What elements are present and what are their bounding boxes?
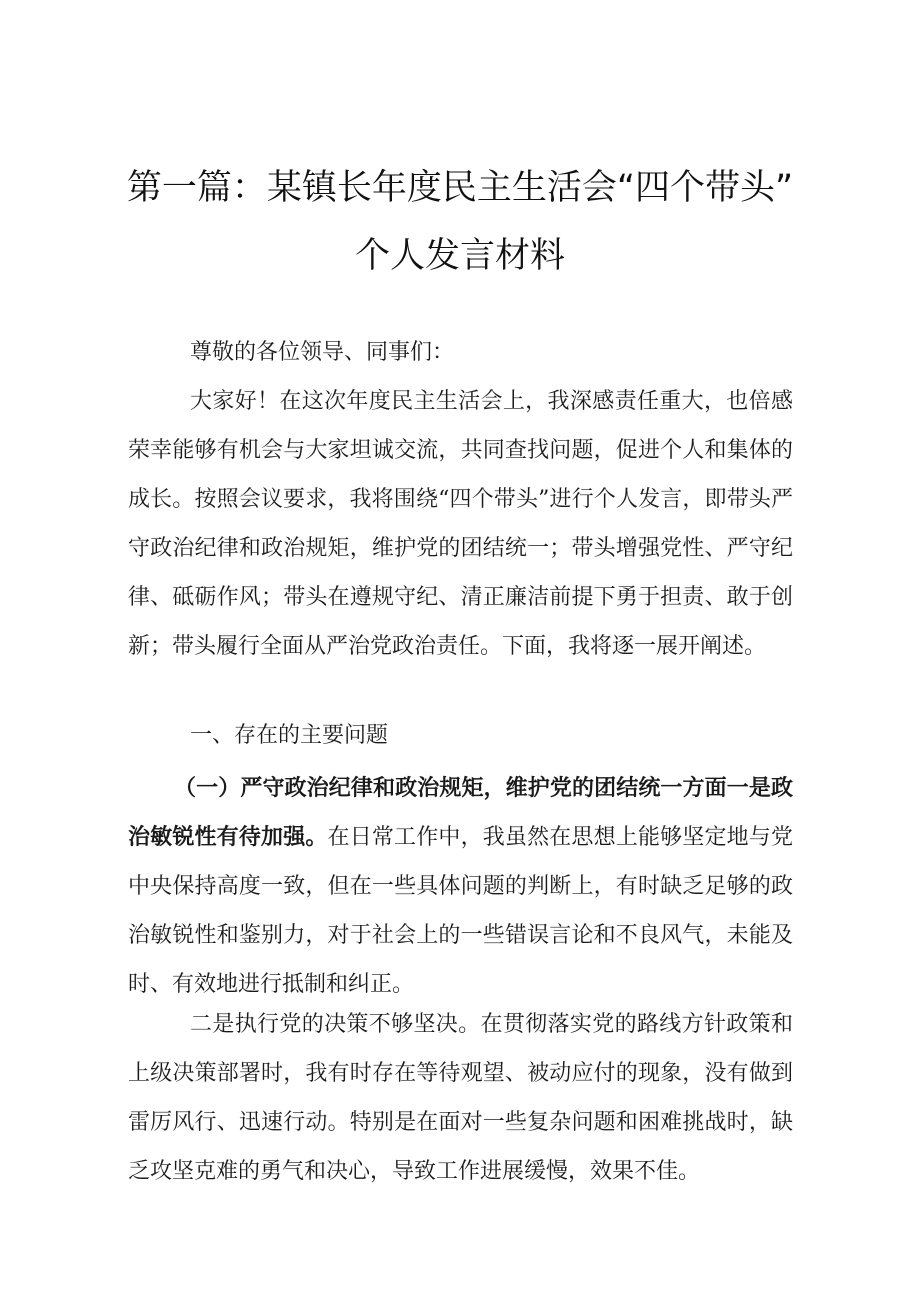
intro-paragraph: 大家好！在这次年度民主生活会上，我深感责任重大，也倍感荣幸能够有机会与大家坦诚交流，共同查找问题，促进个人和集体的成长。按照会议要求，我将围绕“四个带头”进行个人发言，即带头严守政治纪律和政治规矩，维护党的团结统一；带头增强党性、严守纪律、砥砺作风；带头在遵规守纪、清正廉洁前提下勇于担责、敢于创新；带头履行全面从严治党政治责任。下面，我将逐一展开阐述。: [128, 389, 793, 659]
document-title-line-1: 第一篇：某镇长年度民主生活会“四个带头”: [126, 168, 794, 208]
point-two-paragraph: 二是执行党的决策不够坚决。在贯彻落实党的路线方针政策和上级决策部署时，我有时存在等待观望、被动应付的现象，没有做到雷厉风行、迅速行动。特别是在面对一些复杂问题和困难挑战时，缺乏攻坚克难的勇气和决心，导致工作进展缓慢，效果不佳。: [128, 1012, 793, 1184]
subsection-text: 在日常工作中，我虽然在思想上能够坚定地与党中央保持高度一致，但在一些具体问题的判断上，有时缺乏足够的政治敏锐性和鉴别力，对于社会上的一些错误言论和不良风气，未能及时、有效地进行抵制和纠正。: [128, 825, 793, 997]
subsection-paragraph: [128, 764, 793, 1009]
greeting-paragraph: 尊敬的各位领导、同事们：: [190, 340, 455, 365]
section-heading: 一、存在的主要问题: [190, 723, 389, 748]
subsection-heading: （一）严守政治纪律和政治规矩，维护党的团结统一方面一是政治敏锐性有待加强。: [128, 776, 793, 850]
document-title-line-2: 个人发言材料: [354, 236, 565, 276]
